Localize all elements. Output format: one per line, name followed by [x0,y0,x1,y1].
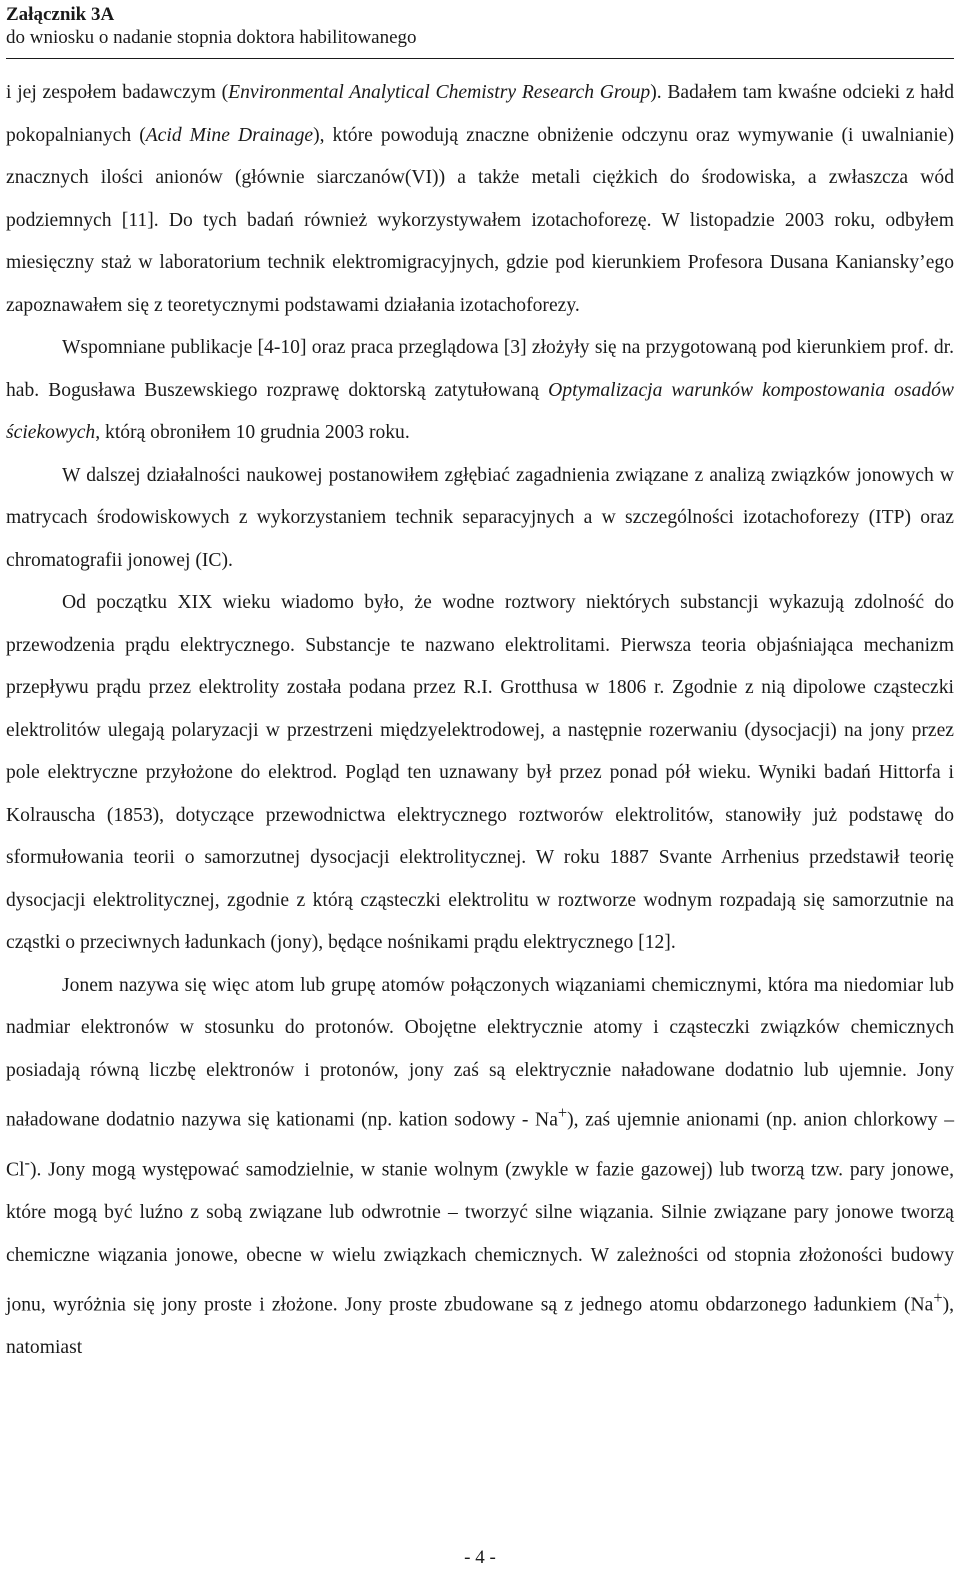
superscript-charge: + [933,1288,943,1308]
paragraph-3: W dalszej działalności naukowej postanowiłem zgłębiać zagadnienia związane z analizą związków jonowych w matrycach środowiskowych z wykorzystaniem technik separacyjnych a w szczególności izotachoforezy (ITP) oraz chromatografii jonowej (IC). [6,464,954,571]
superscript-charge: - [24,1153,30,1173]
text-run: ), zaś ujemnie anionami (np. anion chlorkowy – Cl [6,1109,954,1181]
header-divider [6,58,954,59]
paragraph-5 [6,965,954,1370]
text-run: ), które powodują znaczne obniżenie odczynu oraz wymywanie (i uwalnianie) znacznych ilości anionów (głównie siarczanów(VI)) a także metali ciężkich do środowiska, a zwłaszcza wód podziemnych [11]. Do tych badań również wykorzystywałem izotachoforezę. W listopadzie 2003 roku, odbyłem miesięczny staż w laboratorium technik elektromigracyjnych, gdzie pod kierunkiem Profesora Dusana Kaniansky’ego zapoznawałem się z teoretycznymi podstawami działania izotachoforezy. [6,124,954,316]
text-run: Jonem nazywa się więc atom lub grupę atomów połączonych wiązaniami chemicznymi, która ma niedomiar lub nadmiar elektronów w stosunku do protonów. Obojętne elektrycznie atomy i cząsteczki związków chemicznych posiadają równą liczbę elektronów i protonów, jony zaś są elektrycznie naładowane dodatnio lub ujemnie. Jony naładowane dodatnio nazywa się kationami (np. kation sodowy - Na [6,974,954,1131]
document-page [6,0,954,1585]
text-run: ). Jony mogą występować samodzielnie, w stanie wolnym (zwykle w fazie gazowej) lub tworzą tzw. pary jonowe, które mogą być luźno z sobą związane lub odwrotnie – tworzyć silne wiązania. Silnie związane pary jonowe tworzą chemiczne wiązania jonowe, obecne w wielu związkach chemicznych. W zależności od stopnia złożoności budowy jonu, wyróżnia się jony proste i złożone. Jony proste zbudowane są z jednego atomu obdarzonego ładunkiem (Na [6,1159,954,1316]
text-run: ). Badałem tam kwaśne odcieki z hałd pokopalnianych ( [6,82,954,146]
italic-thesis-title: Optymalizacja warunków kompostowania osadów ściekowych [6,379,954,443]
text-run: , którą obroniłem 10 grudnia 2003 roku. [95,422,410,443]
italic-term: Acid Mine Drainage [145,124,314,146]
paragraph-4: Od początku XIX wieku wiadomo było, że wodne roztwory niektórych substancji wykazują zdolność do przewodzenia prądu elektrycznego. Substancje te nazwano elektrolitami. Pierwsza teoria objaśniająca mechanizm przepływu prądu przez elektrolity została podana przez R.I. Grotthusa w 1806 r. Zgodnie z nią dipolowe cząsteczki elektrolitów ulegają polaryzacji w przestrzeni międzyelektrodowej, a następnie rozerwaniu (dysocjacji) na jony przez pole elektryczne przyłożone do elektrod. Pogląd ten uznawany był przez ponad pół wieku. Wyniki badań Hittorfa i Kolrauscha (1853), dotyczące przewodnictwa elektrycznego roztworów elektrolitów, stanowiły już podstawę do sformułowania teorii o samorzutnej dysocjacji elektrolitycznej. W roku 1887 Svante Arrhenius przedstawił teorię dysocjacji elektrolitycznej, zgodnie z którą cząsteczki elektrolitu w roztworze wodnym rozpadają się samorzutnie na cząstki o przeciwnych ładunkach (jony), będące nośnikami prądu elektrycznego [12]. [6,592,954,953]
attachment-subtitle: do wniosku o nadanie stopnia doktora habilitowanego [6,27,417,48]
page-header [6,4,954,50]
paragraph-2 [6,327,954,455]
page-number: - 4 - [464,1547,496,1568]
text-run: Wspomniane publikacje [4-10] oraz praca przeglądowa [3] złożyły się na przygotowaną pod kierunkiem prof. dr. hab. Bogusława Buszewskiego rozprawę doktorską zatytułowaną [6,337,954,401]
text-run: i jej zespołem badawczym ( [6,82,229,103]
attachment-title: Załącznik 3A [6,4,115,25]
document-body [6,72,954,1370]
text-run: ), natomiast [6,1294,954,1359]
italic-group-name: Environmental Analytical Chemistry Research Group [228,82,651,103]
superscript-charge: + [557,1103,568,1122]
paragraph-1 [6,72,954,327]
